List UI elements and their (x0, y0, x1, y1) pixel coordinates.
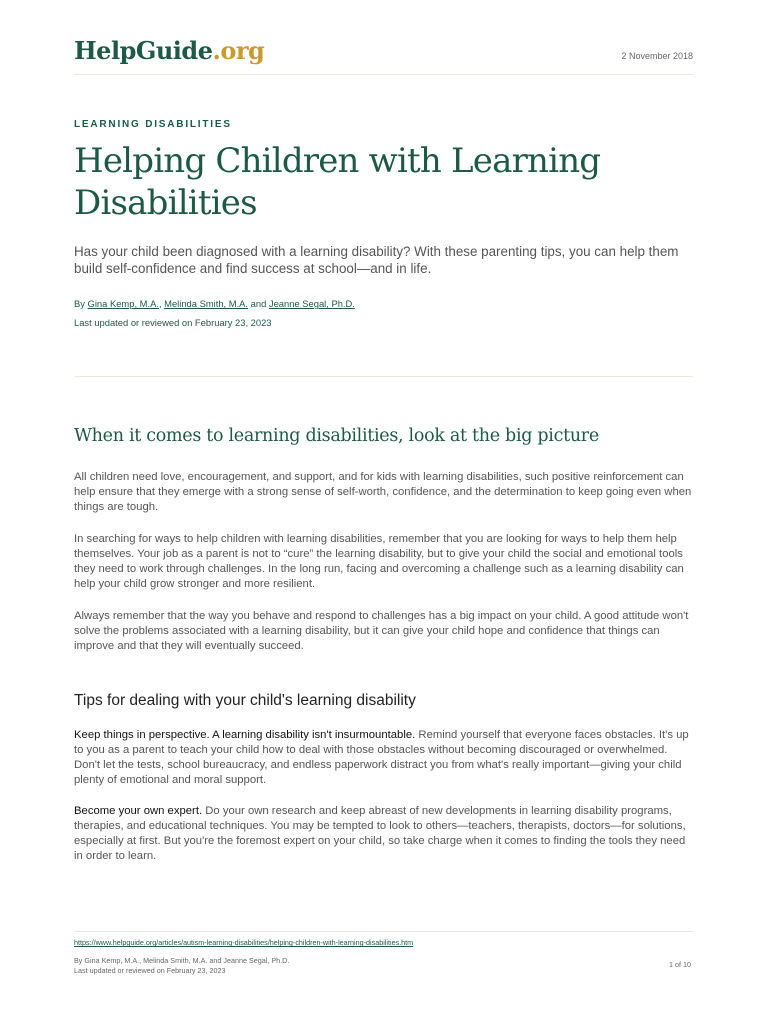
article-title: Helping Children with Learning Disabilities (74, 141, 601, 223)
logo-tld: .org (212, 36, 265, 65)
article-intro: Has your child been diagnosed with a learning disability? With these parenting tips, you can help them build self-confidence and find success at school—and in life. (74, 244, 679, 276)
paragraph: All children need love, encouragement, and support, and for kids with learning disabilities, such positive reinforcement can help ensure that they emerge with a strong sense of self-worth, confidence, and the determination to keep going even when things are tough. (74, 471, 692, 513)
footer-url-link[interactable]: https://www.helpguide.org/articles/autism-learning-disabilities/helping-children-with-learning-disabilities.htm (74, 938, 414, 947)
byline-prefix: By (74, 298, 88, 309)
tip-lead: Become your own expert. (74, 805, 203, 817)
section-heading: When it comes to learning disabilities, look at the big picture (74, 426, 599, 446)
section-divider (74, 376, 693, 377)
paragraph: Always remember that the way you behave and respond to challenges has a big impact on your child. A good attitude won't solve the problems associated with a learning disability, but it can give your child hope and confidence that things can improve and that they will eventually succeed. (74, 610, 689, 652)
tips-heading: Tips for dealing with your child's learning disability (74, 692, 416, 709)
site-logo[interactable] (74, 36, 264, 65)
print-date: 2 November 2018 (621, 51, 693, 61)
article-category[interactable]: LEARNING DISABILITIES (74, 119, 232, 130)
paragraph: In searching for ways to help children with learning disabilities, remember that you are looking for ways to help them help themselves. Your job as a parent is not to “cure” the learning disability, but to give your child the social and emotional tools they need to work through challenges. In the long run, facing and overcoming a challenge such as a learning disability can help your child grow stronger and more resilient. (74, 533, 684, 590)
footer-byline: By Gina Kemp, M.A., Melinda Smith, M.A. and Jeanne Segal, Ph.D. (74, 956, 290, 965)
author-link-jeanne-segal[interactable]: Jeanne Segal, Ph.D. (268, 298, 355, 309)
page-number: 1 of 10 (669, 960, 691, 969)
header-divider (74, 74, 693, 75)
tip-body: Do your own research and keep abreast of new developments in learning disability programs, therapies, and educational techniques. You may be tempted to look to others—teachers, therapists, doctors—for solutions, especially at first. But you're the foremost expert on your child, so take charge when it comes to finding the tools they need in order to learn. (74, 805, 686, 862)
tip-body: Remind yourself that everyone faces obstacles. It's up to you as a parent to teach your child how to deal with those obstacles without becoming discouraged or overwhelmed. Don't let the tests, school bureaucracy, and endless paperwork distract you from what's really important—giving your child plenty of emotional and moral support. (74, 729, 689, 786)
tip-lead: Keep things in perspective. A learning disability isn't insurmountable. (74, 729, 416, 741)
byline-separator: and (248, 298, 269, 309)
byline (74, 298, 355, 309)
author-link-melinda-smith[interactable]: Melinda Smith, M.A. (164, 298, 249, 309)
tip-paragraph (74, 804, 696, 864)
footer-updated: Last updated or reviewed on February 23, 2023 (74, 966, 226, 975)
footer-divider (74, 931, 693, 932)
byline-separator: , (158, 298, 165, 309)
author-link-gina-kemp[interactable]: Gina Kemp, M.A. (87, 298, 159, 309)
tip-paragraph (74, 728, 696, 788)
last-updated: Last updated or reviewed on February 23, 2023 (74, 317, 272, 328)
logo-name: HelpGuide (74, 36, 213, 65)
